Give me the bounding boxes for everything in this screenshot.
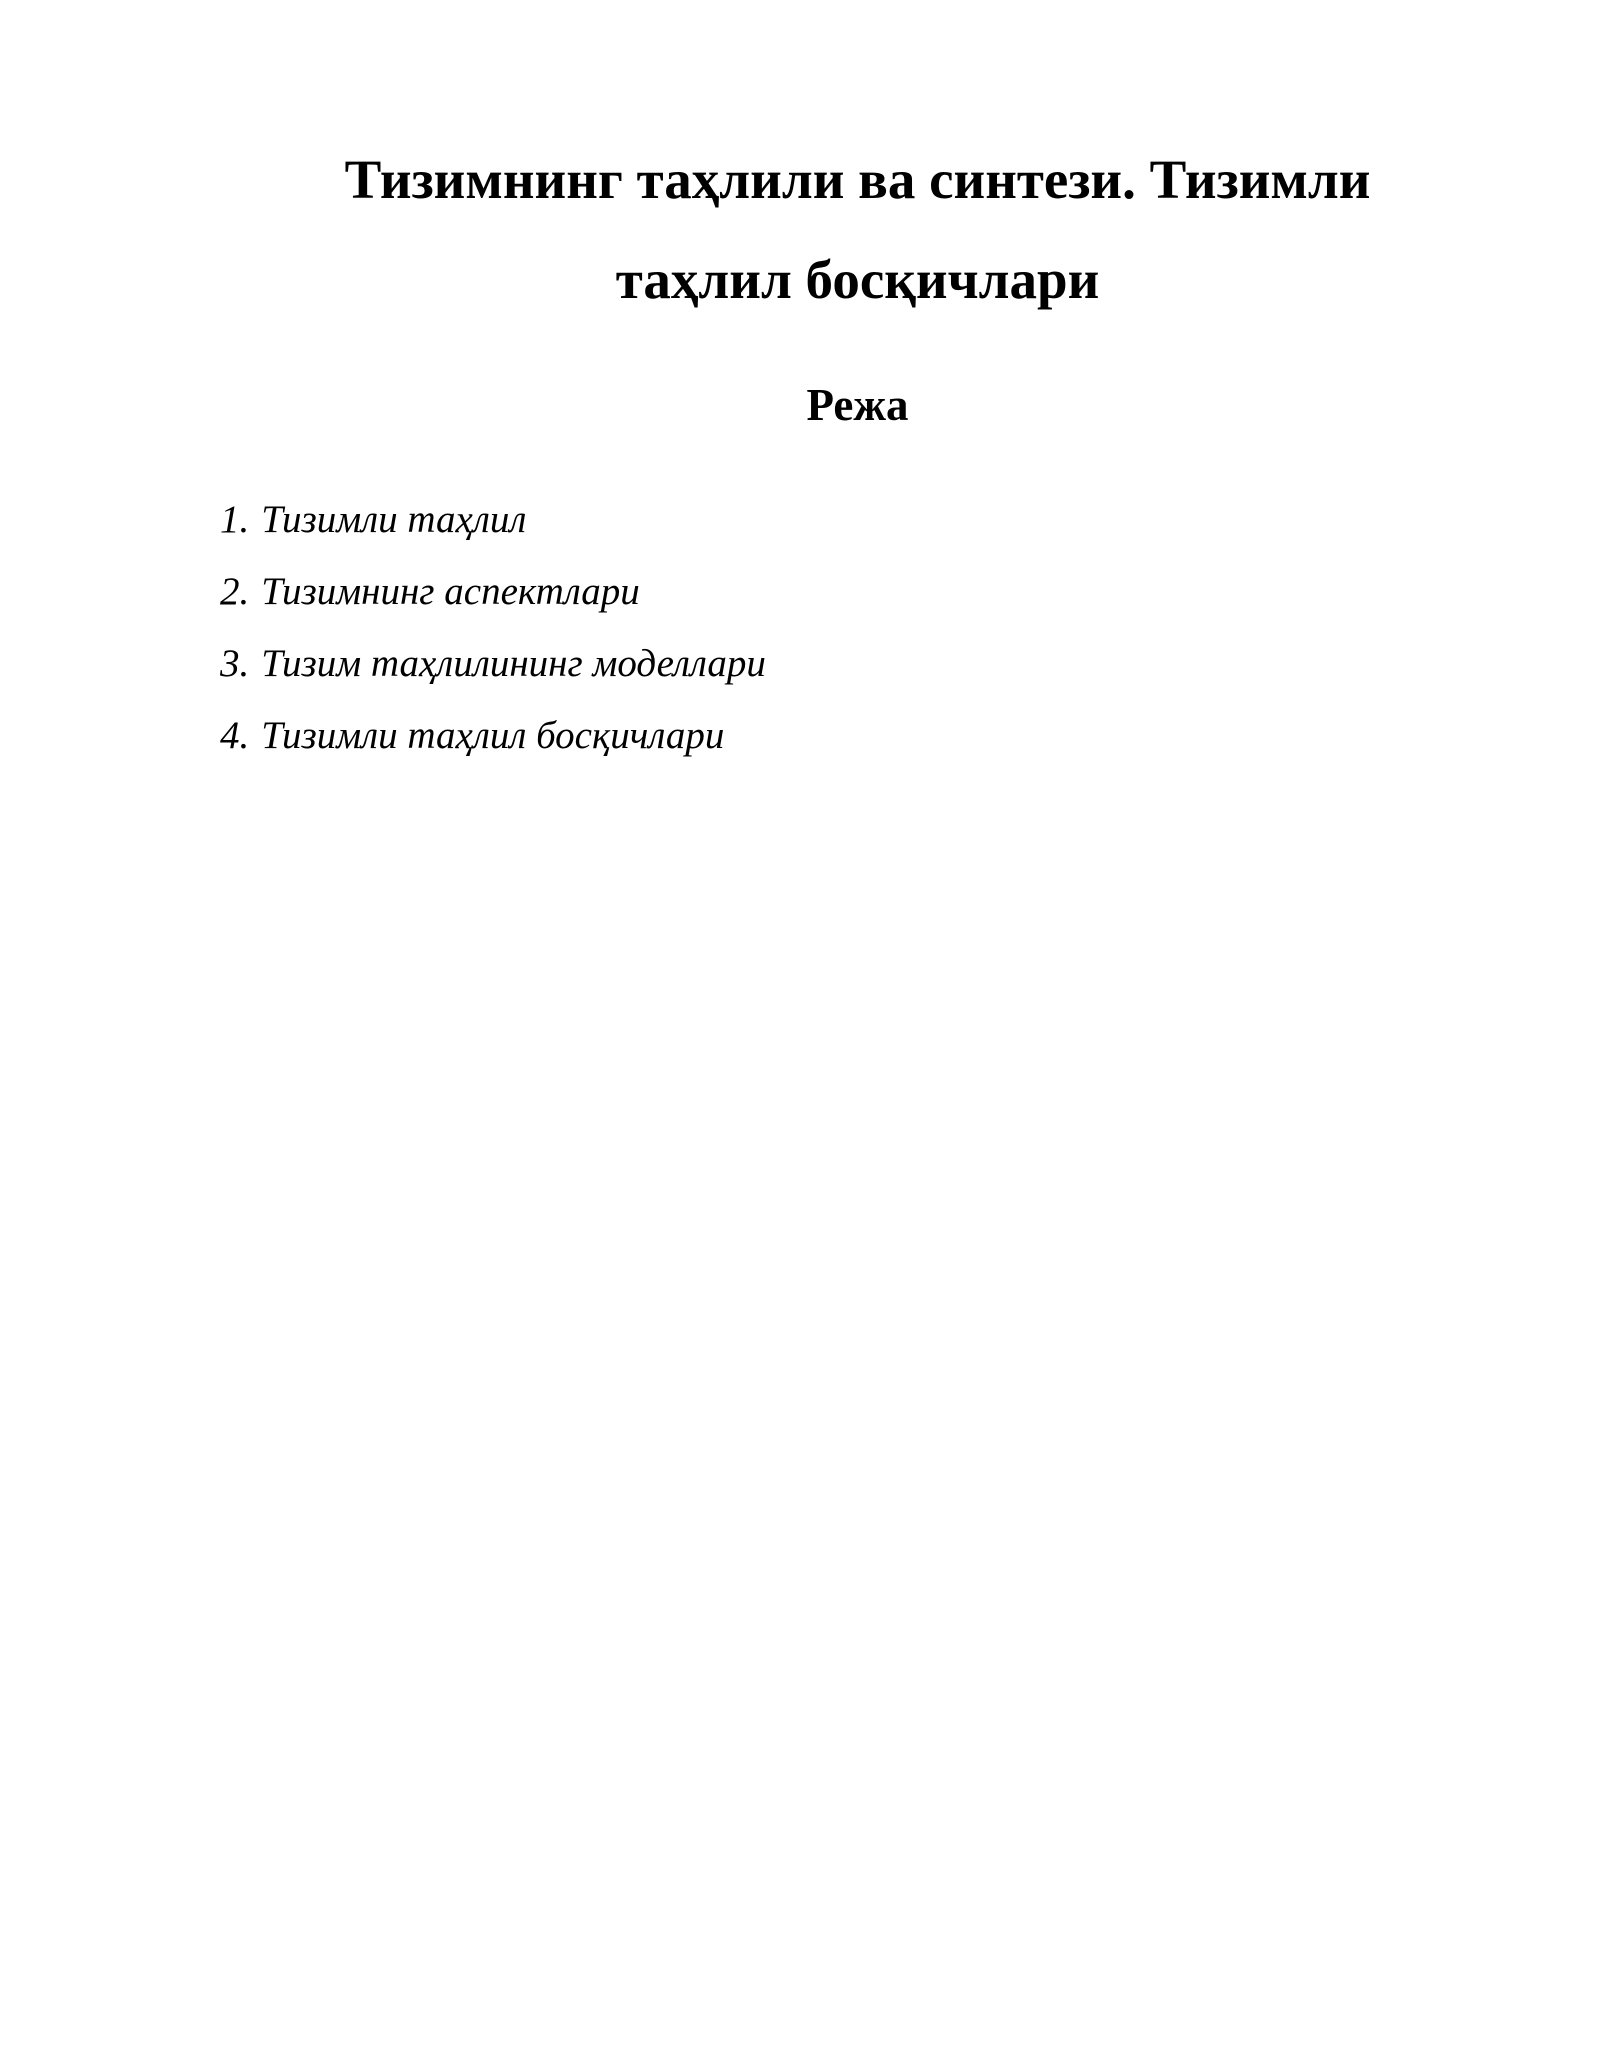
plan-item-number: 3. <box>220 642 250 685</box>
plan-heading: Режа <box>806 380 909 430</box>
plan-item-number: 1. <box>220 498 250 541</box>
plan-list-item <box>220 700 766 772</box>
document-title <box>210 130 1505 330</box>
plan-list-item <box>220 484 766 556</box>
plan-item-text: Тизимнинг аспектлари <box>261 570 640 613</box>
plan-list-item <box>220 556 766 628</box>
plan-item-number: 4. <box>220 714 250 757</box>
title-line-2: таҳлил босқичлари <box>615 249 1100 310</box>
plan-list <box>220 484 766 772</box>
plan-item-number: 2. <box>220 570 250 613</box>
plan-item-text: Тизим таҳлилининг моделлари <box>261 642 766 685</box>
plan-item-text: Тизимли таҳлил <box>261 498 527 541</box>
plan-item-text: Тизимли таҳлил босқичлари <box>261 714 725 757</box>
plan-list-item <box>220 628 766 700</box>
title-line-1: Тизимнинг таҳлили ва синтези. Тизимли <box>344 149 1371 210</box>
